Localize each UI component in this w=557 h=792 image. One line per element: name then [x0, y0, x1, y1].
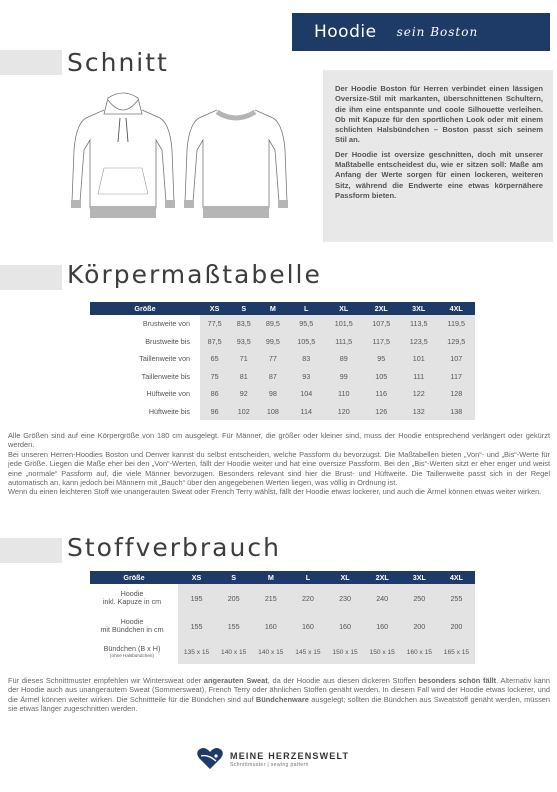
table-cell: 240 — [364, 584, 401, 612]
size-header-cell: 2XL — [362, 302, 400, 315]
table-cell: 255 — [438, 584, 475, 612]
size-header-cell: 4XL — [438, 571, 475, 584]
table-cell: 145 x 15 — [289, 640, 326, 664]
table-cell: 95 — [362, 350, 400, 368]
size-header-cell: XS — [200, 302, 229, 315]
size-header-cell: M — [252, 571, 289, 584]
section-bar-schnitt — [0, 50, 62, 75]
row-label: Hüftweite von — [146, 389, 190, 399]
table-cell: 96 — [200, 403, 229, 421]
table-cell: 220 — [289, 584, 326, 612]
table-cell: 89 — [325, 350, 363, 368]
table-cell: 155 — [215, 612, 252, 640]
table-row — [90, 584, 475, 612]
table-cell: 160 — [327, 612, 364, 640]
row-label — [90, 612, 178, 640]
table-cell: 230 — [327, 584, 364, 612]
table-cell: 105,5 — [287, 333, 325, 351]
table-cell: 108 — [258, 403, 287, 421]
fabric-note-g: ausgelegt; sollten die Bündchen aus Sweatstoff genäht werden, müssen sie etwas länger zugeschnitten werden. — [8, 694, 550, 714]
row-label-line-1: Hoodie — [120, 616, 144, 626]
table-cell: 160 — [289, 612, 326, 640]
size-header-cell: 3XL — [401, 571, 438, 584]
row-label-line-2: (ohne Halsbündchen) — [110, 653, 154, 659]
size-header-cell: L — [289, 571, 326, 584]
table-cell: 119,5 — [437, 315, 475, 333]
table-cell: 140 x 15 — [252, 640, 289, 664]
table-cell: 89,5 — [258, 315, 287, 333]
size-notes — [8, 431, 550, 497]
size-header-cell: S — [215, 571, 252, 584]
size-note-3: Wenn du einen leichteren Stoff wie unangerauten Sweat oder French Terry wählst, fällt der Hoodie etwas lockerer, und auch die Ärmel können etwas weiter wirken. — [8, 487, 542, 497]
size-table — [90, 302, 475, 420]
table-cell: 83,5 — [229, 315, 258, 333]
table-row — [90, 640, 475, 664]
table-row — [90, 350, 475, 368]
table-cell: 99 — [325, 368, 363, 386]
table-cell: 138 — [437, 403, 475, 421]
header-subtitle: sein Boston — [396, 25, 479, 39]
table-cell: 77,5 — [200, 315, 229, 333]
table-cell: 87 — [258, 368, 287, 386]
table-cell: 81 — [229, 368, 258, 386]
table-cell: 135 x 15 — [178, 640, 215, 664]
footer-logo — [196, 747, 349, 771]
table-cell: 105 — [362, 368, 400, 386]
fabric-note-b: angerauten Sweat — [203, 676, 268, 685]
table-cell: 195 — [178, 584, 215, 612]
section-title-stoff: Stoffverbrauch — [67, 533, 281, 562]
table-cell: 110 — [325, 385, 363, 403]
table-cell: 150 x 15 — [327, 640, 364, 664]
table-cell: 165 x 15 — [438, 640, 475, 664]
size-header-cell: 3XL — [400, 302, 438, 315]
table-cell: 150 x 15 — [364, 640, 401, 664]
section-title-schnitt: Schnitt — [67, 48, 169, 77]
table-cell: 160 — [252, 612, 289, 640]
size-header-cell: 2XL — [364, 571, 401, 584]
fabric-note-f: Bündchenware — [255, 694, 309, 704]
table-cell: 101 — [400, 350, 438, 368]
table-cell: 120 — [325, 403, 363, 421]
table-cell: 77 — [258, 350, 287, 368]
table-cell: 215 — [252, 584, 289, 612]
table-row — [90, 403, 475, 421]
row-label-line-2: mit Bündchen in cm — [100, 625, 164, 634]
size-header-cell: XS — [178, 571, 215, 584]
table-cell: 129,5 — [437, 333, 475, 351]
table-row — [90, 385, 475, 403]
row-label: Taillenweite bis — [141, 371, 190, 381]
table-cell: 104 — [287, 385, 325, 403]
row-label-line-2: inkl. Kapuze in cm — [102, 597, 162, 606]
table-cell: 123,5 — [400, 333, 438, 351]
table-cell: 86 — [200, 385, 229, 403]
intro-paragraph-1: Der Hoodie Boston für Herren verbindet einen lässigen Oversize-Stil mit markanten, überschnittenen Schultern, die ihm eine entspannte und coole Silhouette verleihen. Ob mit Kapuze für den sportlichen Look oder mit einem schlichten Halsbündchen – Boston passt sich seinem Stil an. — [335, 84, 543, 145]
table-cell: 95,5 — [287, 315, 325, 333]
table-row — [90, 612, 475, 640]
table-cell: 155 — [178, 612, 215, 640]
table-cell: 116 — [362, 385, 400, 403]
table-cell: 122 — [400, 385, 438, 403]
row-label-line-1: Hoodie — [120, 588, 144, 598]
fabric-table — [90, 571, 475, 664]
size-table-header-label: Größe — [90, 302, 200, 315]
row-label: Brustweite von — [142, 319, 190, 329]
fabric-note-a: Für dieses Schnittmuster empfehlen wir Wintersweat oder — [8, 676, 204, 685]
table-cell: 83 — [287, 350, 325, 368]
table-cell: 160 x 15 — [401, 640, 438, 664]
table-cell: 101,5 — [325, 315, 363, 333]
sweatshirt-sketch — [181, 90, 291, 230]
size-note-2: Bei unseren Herren-Hoodies Boston und Denver kannst du selbst entscheiden, welche Passform du bevorzugst. Die Maßtabellen bieten „Von“- und „Bis“-Werte für jede Größe. Liegen die Maße eher bei den „Von“-Werten, fällt der Hoodie weiter und hat eine oversize Passform. Bei den „Bis“-Werten sitzt er eher enger und weist eine „normale“ Passform auf, die viele Männer bevorzugen. Besonders relevant sind hier die Brust- und Hüftweite. Die Taillenweite passt sich in der Regel automatisch an, kann jedoch bei Männern mit „Bauch“ über den angegebenen Werten liegen, was völlig in Ordnung ist. — [8, 449, 550, 488]
table-cell: 92 — [229, 385, 258, 403]
table-cell: 200 — [438, 612, 475, 640]
section-bar-stoff — [0, 538, 62, 563]
header-title: Hoodie — [314, 22, 377, 42]
table-cell: 93 — [287, 368, 325, 386]
table-cell: 200 — [401, 612, 438, 640]
intro-paragraph-2: Der Hoodie ist oversize geschnitten, doch mit unserer Maßtabelle entscheidest du, wie er sitzen soll: Maße am Anfang der Werte sorgen für einen lockeren, weiteren Sitz, während die Endwerte eine etwas körpernähere Passform bieten. — [335, 149, 543, 200]
table-cell: 107 — [437, 350, 475, 368]
row-label: Brustweite bis — [145, 336, 190, 346]
table-cell: 250 — [401, 584, 438, 612]
table-cell: 75 — [200, 368, 229, 386]
table-cell: 132 — [400, 403, 438, 421]
section-title-koerper: Körpermaßtabelle — [67, 260, 322, 289]
size-header-cell: L — [287, 302, 325, 315]
size-header-cell: 4XL — [437, 302, 475, 315]
size-table-header-row — [90, 302, 475, 315]
fabric-table-header-row — [90, 571, 475, 584]
header-badge — [292, 13, 550, 51]
table-row — [90, 333, 475, 351]
row-label — [90, 640, 178, 664]
fabric-note-e: . Alternativ kann der Hoodie auch aus unangerautem Sweat (Sommersweat), French Terry oder ähnlichen Stoffen genäht werden. In diesem Fall wird der Hoodie etwas lockerer, und die Ärmel können weiter wirken. Die Schnittteile für die Bündchen sind auf — [8, 676, 550, 704]
fabric-note — [8, 676, 550, 714]
size-header-cell: S — [229, 302, 258, 315]
table-cell: 128 — [437, 385, 475, 403]
size-note-1: Alle Größen sind auf eine Körpergröße von 180 cm ausgelegt. Für Männer, die größer oder kleiner sind, muss der Hoodie entsprechend verlängert oder gekürzt werden. — [8, 431, 550, 450]
table-cell: 111 — [400, 368, 438, 386]
row-label-line-1: Bündchen (B x H) — [103, 643, 161, 653]
section-bar-koerper — [0, 265, 62, 290]
table-cell: 160 — [364, 612, 401, 640]
table-cell: 98 — [258, 385, 287, 403]
table-cell: 126 — [362, 403, 400, 421]
table-cell: 111,5 — [325, 333, 363, 351]
row-label: Hüftweite bis — [148, 406, 190, 416]
table-cell: 205 — [215, 584, 252, 612]
fabric-table-header-label: Größe — [90, 571, 178, 584]
brand-name: MEINE HERZENSWELT — [230, 750, 350, 761]
table-cell: 71 — [229, 350, 258, 368]
intro-panel — [323, 70, 553, 242]
size-header-cell: XL — [325, 302, 363, 315]
table-cell: 65 — [200, 350, 229, 368]
table-cell: 140 x 15 — [215, 640, 252, 664]
table-cell: 102 — [229, 403, 258, 421]
footer-text — [230, 751, 349, 768]
table-row — [90, 315, 475, 333]
heart-logo-icon — [196, 747, 224, 771]
table-cell: 113,5 — [400, 315, 438, 333]
size-header-cell: M — [258, 302, 287, 315]
row-label: Taillenweite von — [139, 354, 190, 364]
brand-tagline: Schnittmuster | sewing pattern — [230, 761, 309, 768]
hoodie-sketch — [68, 90, 178, 230]
table-cell: 107,5 — [362, 315, 400, 333]
table-cell: 87,5 — [200, 333, 229, 351]
fabric-note-c: , da der Hoodie aus diesen dickeren Stoffen — [267, 676, 419, 685]
table-cell: 99,5 — [258, 333, 287, 351]
row-label — [90, 584, 178, 612]
fabric-note-d: besonders schön fällt — [418, 676, 497, 685]
table-cell: 117 — [437, 368, 475, 386]
table-cell: 117,5 — [362, 333, 400, 351]
table-cell: 93,5 — [229, 333, 258, 351]
table-cell: 114 — [287, 403, 325, 421]
table-row — [90, 368, 475, 386]
size-header-cell: XL — [327, 571, 364, 584]
